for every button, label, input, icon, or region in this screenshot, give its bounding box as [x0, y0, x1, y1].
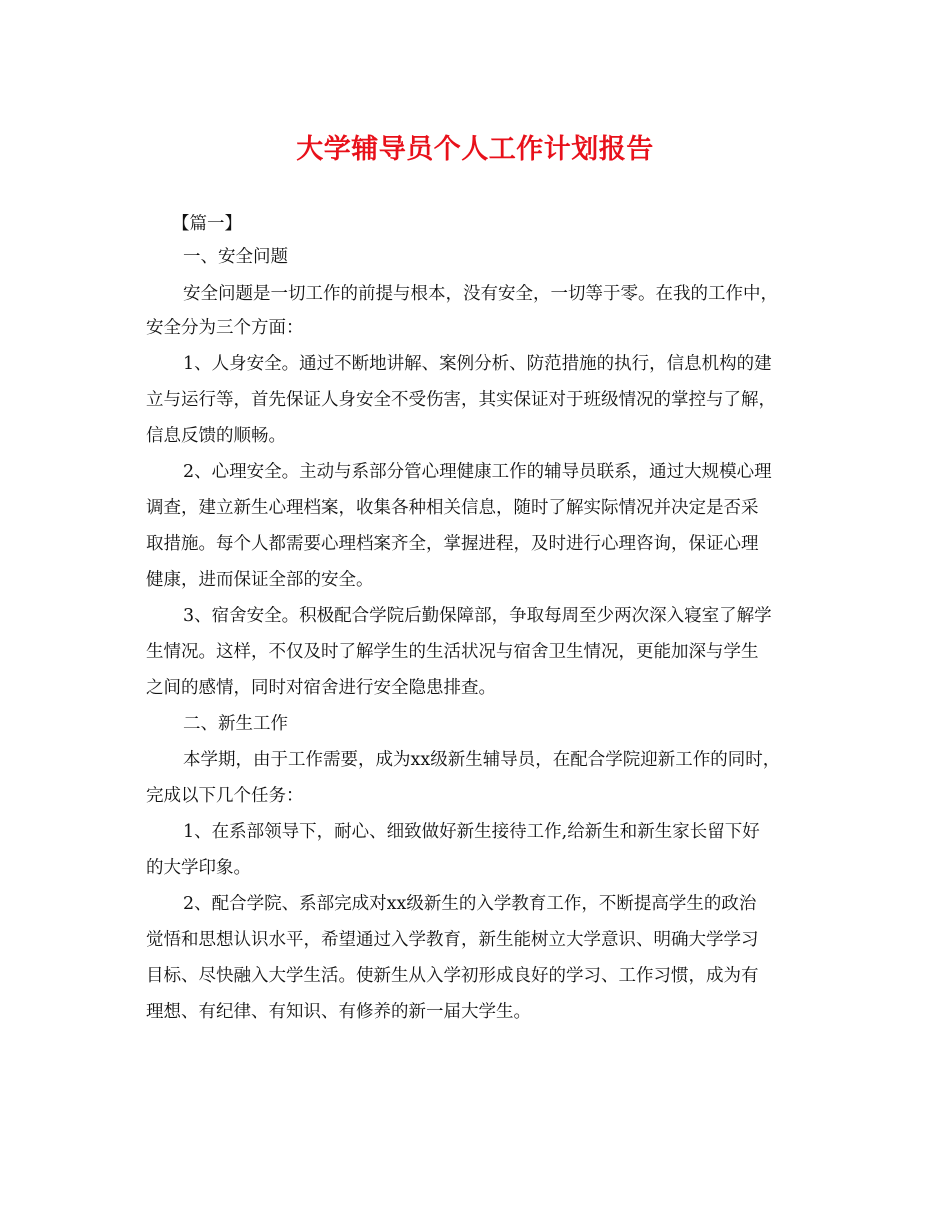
paragraph-line: 1、在系部领导下，耐心、细致做好新生接待工作,给新生和新生家长留下好: [183, 822, 760, 842]
heading-new-students: 二、新生工作: [183, 714, 288, 734]
paragraph-line: 2、配合学院、系部完成对xx级新生的入学教育工作，不断提高学生的政治: [183, 894, 757, 914]
paragraph-line: 生情况。这样，不仅及时了解学生的生活状况与宿舍卫生情况，更能加深与学生: [146, 642, 759, 662]
paragraph-line: 取措施。每个人都需要心理档案齐全，掌握进程，及时进行心理咨询，保证心理: [146, 534, 759, 554]
paragraph-line: 1、人身安全。通过不断地讲解、案例分析、防范措施的执行，信息机构的建: [183, 354, 772, 374]
paragraph-line: 立与运行等，首先保证人身安全不受伤害，其实保证对于班级情况的掌控与了解，: [146, 390, 776, 410]
section-label: 【篇一】: [172, 214, 242, 234]
paragraph-line: 3、宿舍安全。积极配合学院后勤保障部，争取每周至少两次深入寝室了解学: [183, 606, 772, 626]
paragraph-line: 调查，建立新生心理档案，收集各种相关信息，随时了解实际情况并决定是否采: [146, 498, 759, 518]
paragraph-line: 之间的感情，同时对宿舍进行安全隐患排查。: [146, 678, 496, 698]
paragraph-line: 安全问题是一切工作的前提与根本，没有安全，一切等于零。在我的工作中，: [183, 284, 778, 304]
paragraph-line: 目标、尽快融入大学生活。使新生从入学初形成良好的学习、工作习惯，成为有: [146, 966, 759, 986]
paragraph-line: 的大学印象。: [146, 858, 251, 878]
paragraph-line: 2、心理安全。主动与系部分管心理健康工作的辅导员联系，通过大规模心理: [183, 462, 772, 482]
paragraph-line: 健康，进而保证全部的安全。: [146, 570, 374, 590]
paragraph-line: 觉悟和思想认识水平，希望通过入学教育，新生能树立大学意识、明确大学学习: [146, 930, 759, 950]
paragraph-line: 完成以下几个任务：: [146, 786, 304, 806]
heading-safety: 一、安全问题: [183, 247, 288, 267]
document-title: 大学辅导员个人工作计划报告: [296, 134, 654, 165]
paragraph-line: 安全分为三个方面：: [146, 318, 304, 338]
paragraph-line: 理想、有纪律、有知识、有修养的新一届大学生。: [146, 1002, 531, 1022]
paragraph-line: 本学期，由于工作需要，成为xx级新生辅导员，在配合学院迎新工作的同时，: [183, 750, 781, 770]
paragraph-line: 信息反馈的顺畅。: [146, 426, 286, 446]
